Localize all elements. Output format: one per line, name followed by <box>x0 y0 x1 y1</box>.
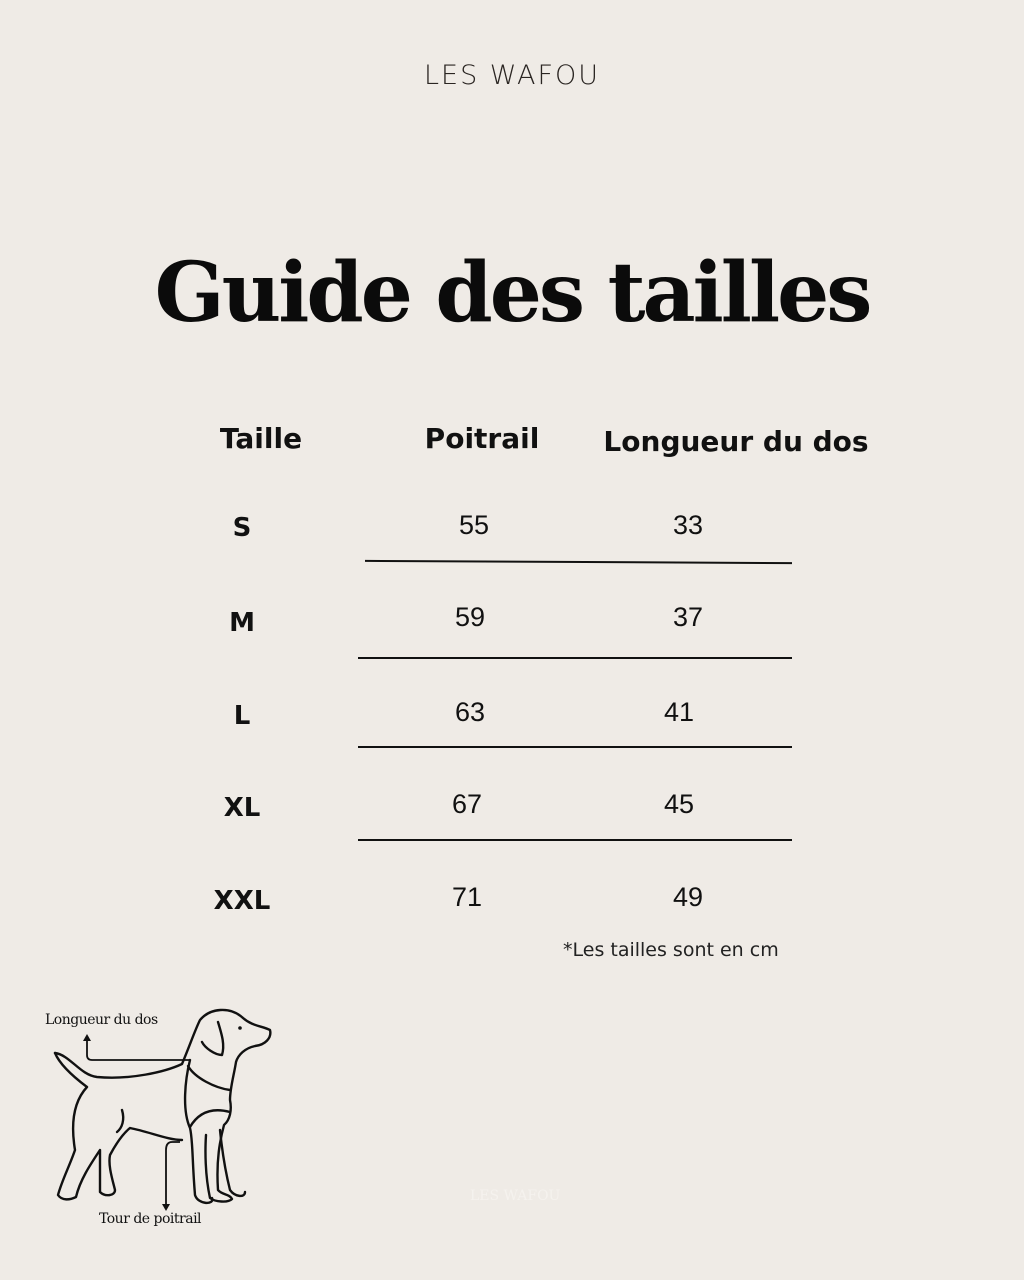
longueur-value: 41 <box>663 697 695 727</box>
size-label: XXL <box>213 886 271 916</box>
watermark-logo: LES WAFOU <box>470 1188 561 1204</box>
back-length-arrow-icon <box>87 1040 190 1060</box>
poitrail-value: 63 <box>454 697 486 727</box>
longueur-value: 49 <box>672 882 704 912</box>
back-length-label: Longueur du dos <box>45 1012 158 1028</box>
header-longueur: Longueur du dos <box>603 425 869 458</box>
poitrail-value: 55 <box>458 510 490 540</box>
poitrail-value: 59 <box>454 602 486 632</box>
size-label: M <box>229 608 255 638</box>
brand-logo: LES WAFOU <box>423 60 601 91</box>
header-poitrail: Poitrail <box>424 422 540 455</box>
page-title: Guide des tailles <box>154 245 870 341</box>
chest-arrow-icon <box>166 1142 180 1205</box>
longueur-value: 45 <box>663 789 695 819</box>
size-label: S <box>232 513 252 543</box>
poitrail-value: 67 <box>451 789 483 819</box>
longueur-value: 33 <box>672 510 704 540</box>
longueur-value: 37 <box>672 602 704 632</box>
arrow-up-icon <box>83 1034 91 1041</box>
units-note: *Les tailles sont en cm <box>563 939 779 961</box>
poitrail-value: 71 <box>451 882 483 912</box>
chest-label: Tour de poitrail <box>99 1211 202 1227</box>
header-taille: Taille <box>219 422 303 455</box>
dog-eye-icon <box>238 1026 242 1030</box>
size-label: L <box>233 701 251 731</box>
arrow-down-icon <box>162 1204 170 1211</box>
size-label: XL <box>223 793 261 823</box>
